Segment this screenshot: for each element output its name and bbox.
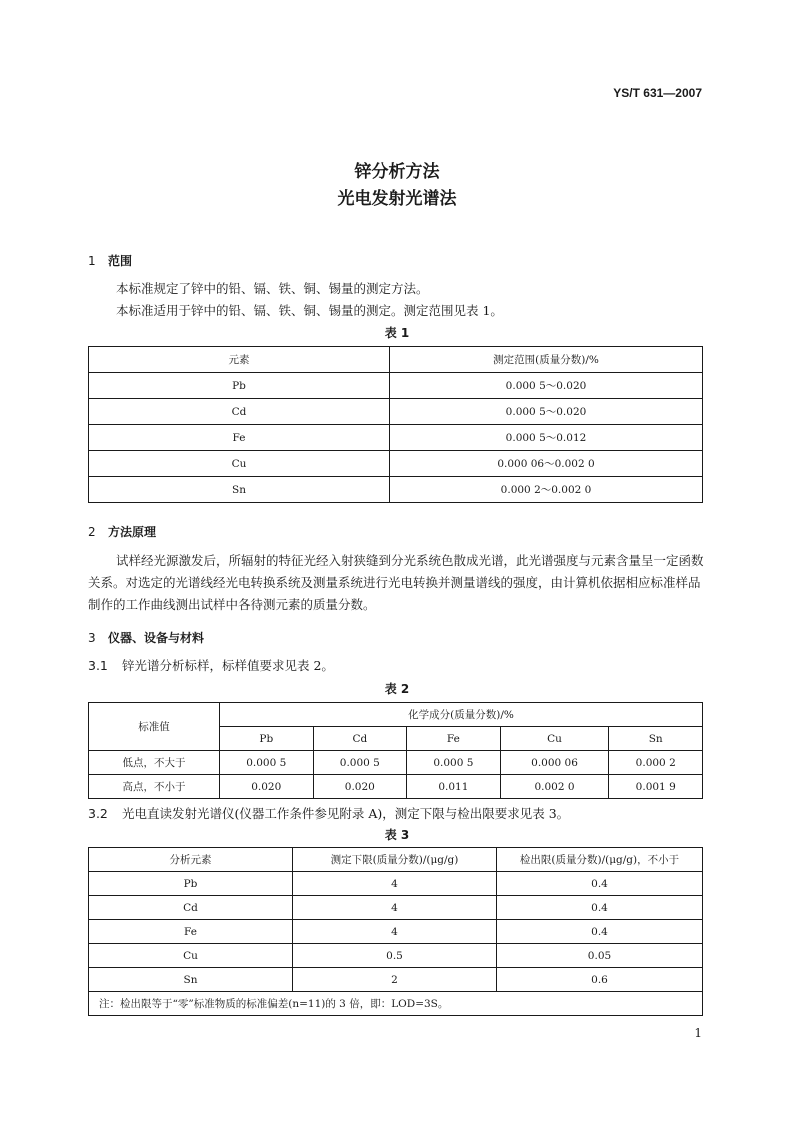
table-row xyxy=(89,399,703,425)
table-header-cell: 分析元素 xyxy=(89,848,293,872)
table-cell: 4 xyxy=(293,872,497,896)
section-title: 范围 xyxy=(108,254,133,268)
table-cell: Cd xyxy=(89,399,390,425)
table-header-cell: Cu xyxy=(500,727,609,751)
table-cell: 0.000 5 xyxy=(220,751,314,775)
section-number: 2 xyxy=(88,525,96,539)
table-cell: Fe xyxy=(89,425,390,451)
table-cell: 低点，不大于 xyxy=(89,751,220,775)
table-cell: 0.000 2～0.002 0 xyxy=(390,477,703,503)
table-cell: Sn xyxy=(89,968,293,992)
table-header-cell: 元素 xyxy=(89,347,390,373)
table-row xyxy=(89,477,703,503)
table-cell: 0.000 5 xyxy=(313,751,407,775)
table-header-cell: Fe xyxy=(407,727,501,751)
table-row xyxy=(89,775,703,799)
section-number: 1 xyxy=(88,254,96,268)
subsection-number: 3.1 xyxy=(88,658,108,673)
table-2-caption: 表 2 xyxy=(384,682,410,696)
table-note: 注：检出限等于“零”标准物质的标准偏差(n=11)的 3 倍，即：LOD=3S。 xyxy=(89,992,703,1016)
table-cell: 0.000 5～0.012 xyxy=(390,425,703,451)
subsection-3-2 xyxy=(88,804,569,822)
table-cell: 0.011 xyxy=(407,775,501,799)
subsection-text: 光电直读发射光谱仪(仪器工作条件参见附录 A)，测定下限与检出限要求见表 3。 xyxy=(122,806,570,821)
document-title: 锌分析方法 xyxy=(354,162,440,182)
section-1-heading xyxy=(88,252,132,269)
table-row xyxy=(89,451,703,477)
table-cell: 2 xyxy=(293,968,497,992)
section-title: 方法原理 xyxy=(108,525,157,539)
table-header-row xyxy=(89,347,703,373)
table-header-cell: 标准值 xyxy=(89,703,220,751)
section-2-paragraph: 试样经光源激发后，所辐射的特征光经入射狭缝到分光系统色散成光谱，此光谱强度与元素含量呈一定函数关系。对选定的光谱线经光电转换系统及测量系统进行光电转换并测量谱线的强度，由计算机依据相应标准样品制作的工作曲线测出试样中各待测元素的质量分数。 xyxy=(88,553,704,612)
section-2-heading xyxy=(88,523,156,540)
section-1-paragraph-1: 本标准规定了锌中的铅、镉、铁、铜、锡量的测定方法。 xyxy=(116,281,429,296)
table-cell: 0.020 xyxy=(220,775,314,799)
table-cell: 0.000 06～0.002 0 xyxy=(390,451,703,477)
table-row xyxy=(89,920,703,944)
table-cell: Cu xyxy=(89,944,293,968)
table-cell: 0.4 xyxy=(497,872,703,896)
table-row xyxy=(89,968,703,992)
table-3 xyxy=(88,847,703,1016)
table-cell: Pb xyxy=(89,872,293,896)
table-row xyxy=(89,751,703,775)
subsection-3-1 xyxy=(88,656,334,674)
table-cell: 0.4 xyxy=(497,896,703,920)
table-row xyxy=(89,896,703,920)
table-row xyxy=(89,944,703,968)
table-header-cell: Cd xyxy=(313,727,407,751)
table-header-cell: 检出限(质量分数)/(μg/g)，不小于 xyxy=(497,848,703,872)
table-row xyxy=(89,373,703,399)
section-number: 3 xyxy=(88,631,96,645)
table-cell: 0.000 5～0.020 xyxy=(390,373,703,399)
table-cell: Cu xyxy=(89,451,390,477)
table-cell: 0.000 2 xyxy=(609,751,703,775)
table-row xyxy=(89,425,703,451)
table-cell: 4 xyxy=(293,920,497,944)
table-cell: Cd xyxy=(89,896,293,920)
table-cell: 0.5 xyxy=(293,944,497,968)
table-header-cell: Sn xyxy=(609,727,703,751)
section-1-paragraph-2: 本标准适用于锌中的铅、镉、铁、铜、锡量的测定。测定范围见表 1。 xyxy=(116,303,503,318)
table-row xyxy=(89,872,703,896)
table-cell: 0.000 5～0.020 xyxy=(390,399,703,425)
table-cell: 高点，不小于 xyxy=(89,775,220,799)
section-title: 仪器、设备与材料 xyxy=(108,631,205,645)
table-group-header: 化学成分(质量分数)/% xyxy=(220,703,703,727)
table-cell: 0.001 9 xyxy=(609,775,703,799)
subsection-text: 锌光谱分析标样，标样值要求见表 2。 xyxy=(122,658,334,673)
page-number: 1 xyxy=(694,1026,702,1040)
subsection-number: 3.2 xyxy=(88,806,108,821)
table-cell: 4 xyxy=(293,896,497,920)
table-2 xyxy=(88,702,703,799)
table-header-cell: 测定下限(质量分数)/(μg/g) xyxy=(293,848,497,872)
table-cell: 0.6 xyxy=(497,968,703,992)
table-header-row xyxy=(89,848,703,872)
table-cell: Sn xyxy=(89,477,390,503)
table-header-cell: 测定范围(质量分数)/% xyxy=(390,347,703,373)
table-header-cell: Pb xyxy=(220,727,314,751)
table-cell: 0.4 xyxy=(497,920,703,944)
table-note-row xyxy=(89,992,703,1016)
document-subtitle: 光电发射光谱法 xyxy=(337,189,457,209)
table-cell: Fe xyxy=(89,920,293,944)
standard-code: YS/T 631—2007 xyxy=(613,86,702,100)
table-1 xyxy=(88,346,703,503)
table-cell: 0.002 0 xyxy=(500,775,609,799)
table-cell: 0.000 5 xyxy=(407,751,501,775)
table-cell: 0.020 xyxy=(313,775,407,799)
table-header-row xyxy=(89,703,703,727)
table-1-caption: 表 1 xyxy=(384,326,410,340)
table-cell: 0.05 xyxy=(497,944,703,968)
section-3-heading xyxy=(88,629,204,646)
table-cell: 0.000 06 xyxy=(500,751,609,775)
table-3-caption: 表 3 xyxy=(384,828,410,842)
table-cell: Pb xyxy=(89,373,390,399)
